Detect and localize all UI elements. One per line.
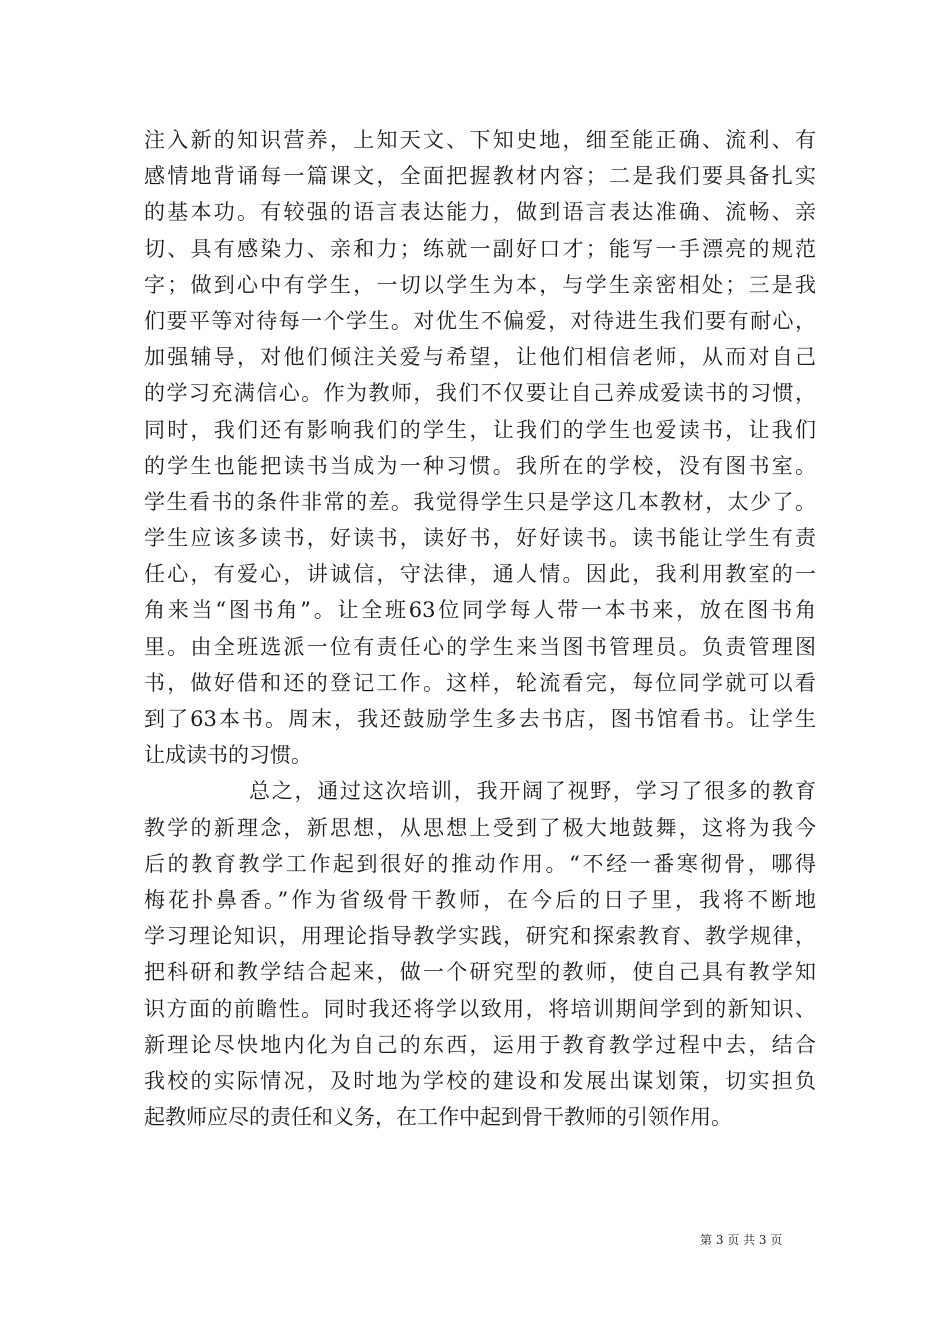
text-line: 切、具有感染力、亲和力；练就一副好口才；能写一手漂亮的规范: [144, 236, 816, 261]
text-line: 起教师应尽的责任和义务，在工作中起到骨干教师的引领作用。: [144, 1105, 732, 1130]
text-line: 里。由全班选派一位有责任心的学生来当图书管理员。负责管理图: [144, 634, 816, 659]
text-line: 学生看书的条件非常的差。我觉得学生只是学这几本教材，太少了。: [144, 489, 816, 514]
text-line: 我校的实际情况，及时地为学校的建设和发展出谋划策，切实担负: [144, 1068, 816, 1093]
text-line: 感情地背诵每一篇课文，全面把握教材内容；二是我们要具备扎实: [144, 164, 816, 189]
paragraph-2: [144, 773, 816, 1135]
text-line: 同时，我们还有影响我们的学生，让我们的学生也爱读书，让我们: [144, 417, 816, 442]
text-line: 梅花扑鼻香。”作为省级骨干教师，在今后的日子里，我将不断地: [144, 887, 816, 912]
text-line: 任心，有爱心，讲诚信，守法律，通人情。因此，我利用教室的一: [144, 562, 816, 587]
text-line: 总之，通过这次培训，我开阔了视野，学习了很多的教育: [249, 779, 816, 804]
text-line: 让成读书的习惯。: [144, 743, 312, 768]
text-line: 到了63本书。周末，我还鼓励学生多去书店，图书馆看书。让学生: [144, 707, 816, 731]
text-line: 教学的新理念，新思想，从思想上受到了极大地鼓舞，这将为我今: [144, 815, 816, 840]
body-text: [144, 122, 816, 1135]
text-line: 的学生也能把读书当成为一种习惯。我所在的学校，没有图书室。: [144, 453, 816, 478]
paragraph-1: [144, 122, 816, 773]
text-line: 把科研和教学结合起来，做一个研究型的教师，使自己具有教学知: [144, 960, 816, 985]
text-line: 识方面的前瞻性。同时我还将学以致用，将培训期间学到的新知识、: [144, 996, 816, 1021]
text-line: 注入新的知识营养，上知天文、下知史地，细至能正确、流利、有: [144, 128, 816, 152]
page-number: 第 3 页 共 3 页: [700, 1233, 783, 1247]
text-line: 学习理论知识，用理论指导教学实践，研究和探索教育、教学规律，: [144, 924, 816, 949]
text-line: 角来当“图书角”。让全班63位同学每人带一本书来，放在图书角: [144, 598, 816, 623]
text-line: 的基本功。有较强的语言表达能力，做到语言表达准确、流畅、亲: [144, 200, 816, 225]
text-line: 学生应该多读书，好读书，读好书，好好读书。读书能让学生有责: [144, 526, 816, 551]
text-line: 们要平等对待每一个学生。对优生不偏爱，对待进生我们要有耐心，: [144, 308, 816, 333]
text-line: 字；做到心中有学生，一切以学生为本，与学生亲密相处；三是我: [144, 272, 816, 297]
text-line: 新理论尽快地内化为自己的东西，运用于教育教学过程中去，结合: [144, 1032, 816, 1057]
text-line: 加强辅导，对他们倾注关爱与希望，让他们相信老师，从而对自己: [144, 345, 816, 370]
text-line: 后的教育教学工作起到很好的推动作用。“不经一番寒彻骨，哪得: [144, 851, 816, 876]
text-line: 的学习充满信心。作为教师，我们不仅要让自己养成爱读书的习惯，: [144, 381, 816, 406]
text-line: 书，做好借和还的登记工作。这样，轮流看完，每位同学就可以看: [144, 670, 816, 695]
